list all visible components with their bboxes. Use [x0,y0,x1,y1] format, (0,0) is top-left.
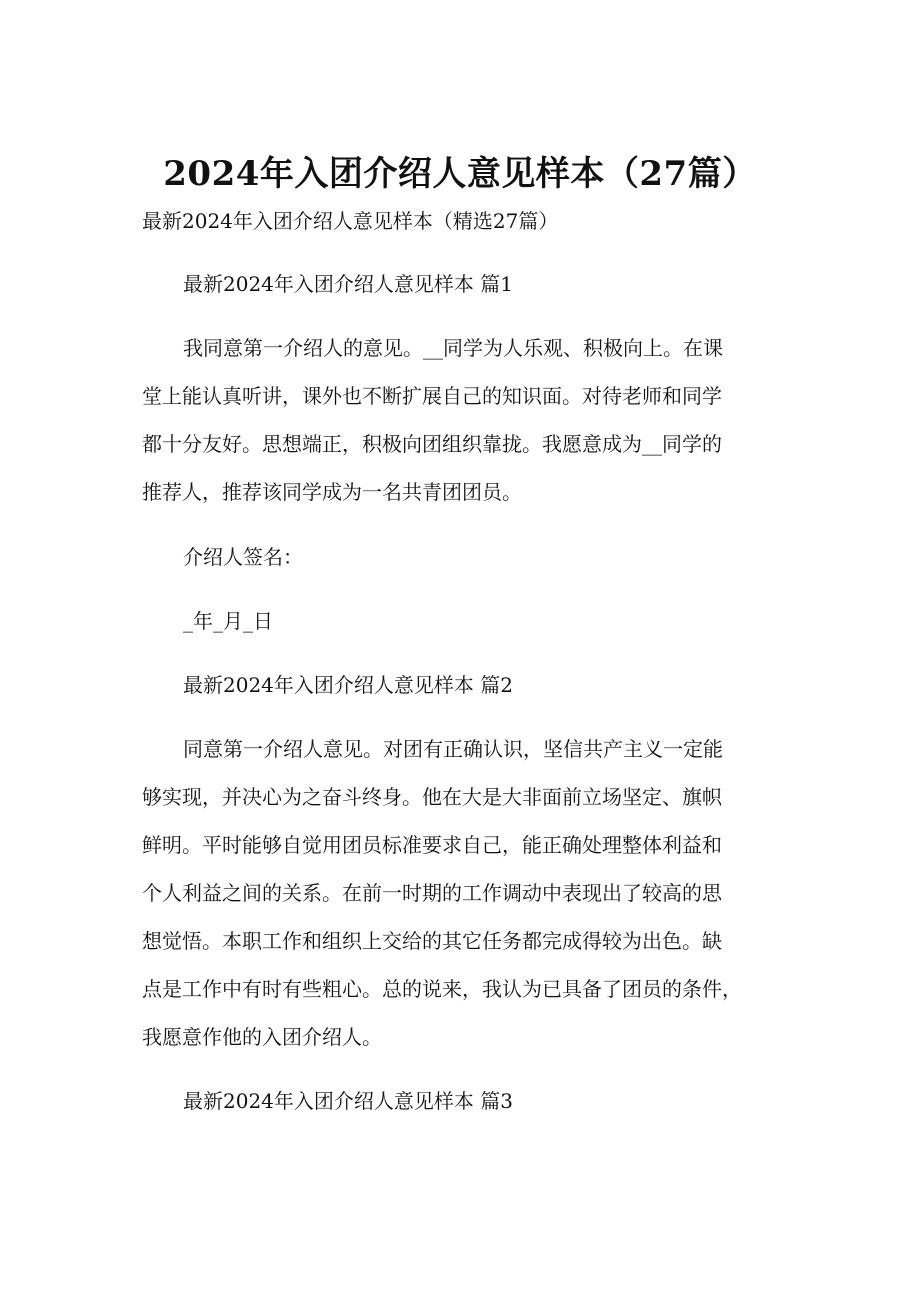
document-title: 2024年入团介绍人意见样本（27篇） [163,154,757,194]
signature-label: 介绍人签名： [183,545,303,569]
paragraph-line: 同意第一介绍人意见。对团有正确认识，坚信共产主义一定能 [183,737,723,761]
paragraph-line: 堂上能认真听讲，课外也不断扩展自己的知识面。对待老师和同学 [142,384,722,408]
paragraph-line: 推荐人，推荐该同学成为一名共青团团员。 [142,480,522,504]
date-line: _年_月_日 [183,609,273,633]
paragraph-line: 个人利益之间的关系。在前一时期的工作调动中表现出了较高的思 [142,881,722,905]
paragraph-line: 我愿意作他的入团介绍人。 [142,1025,382,1049]
paragraph-line: 我同意第一介绍人的意见。__同学为人乐观、积极向上。在课 [183,336,723,360]
section-heading: 最新2024年入团介绍人意见样本 篇1 [183,272,513,296]
paragraph-line: 鲜明。平时能够自觉用团员标准要求自己，能正确处理整体利益和 [142,833,722,857]
section-heading: 最新2024年入团介绍人意见样本 篇3 [183,1089,513,1113]
paragraph-line: 想觉悟。本职工作和组织上交给的其它任务都完成得较为出色。缺 [142,929,722,953]
paragraph-line: 都十分友好。思想端正，积极向团组织靠拢。我愿意成为__同学的 [142,432,722,456]
paragraph-line: 点是工作中有时有些粗心。总的说来，我认为已具备了团员的条件， [142,977,742,1001]
paragraph-line: 够实现，并决心为之奋斗终身。他在大是大非面前立场坚定、旗帜 [142,785,722,809]
document-subtitle: 最新2024年入团介绍人意见样本（精选27篇） [142,209,559,233]
section-heading: 最新2024年入团介绍人意见样本 篇2 [183,673,513,697]
